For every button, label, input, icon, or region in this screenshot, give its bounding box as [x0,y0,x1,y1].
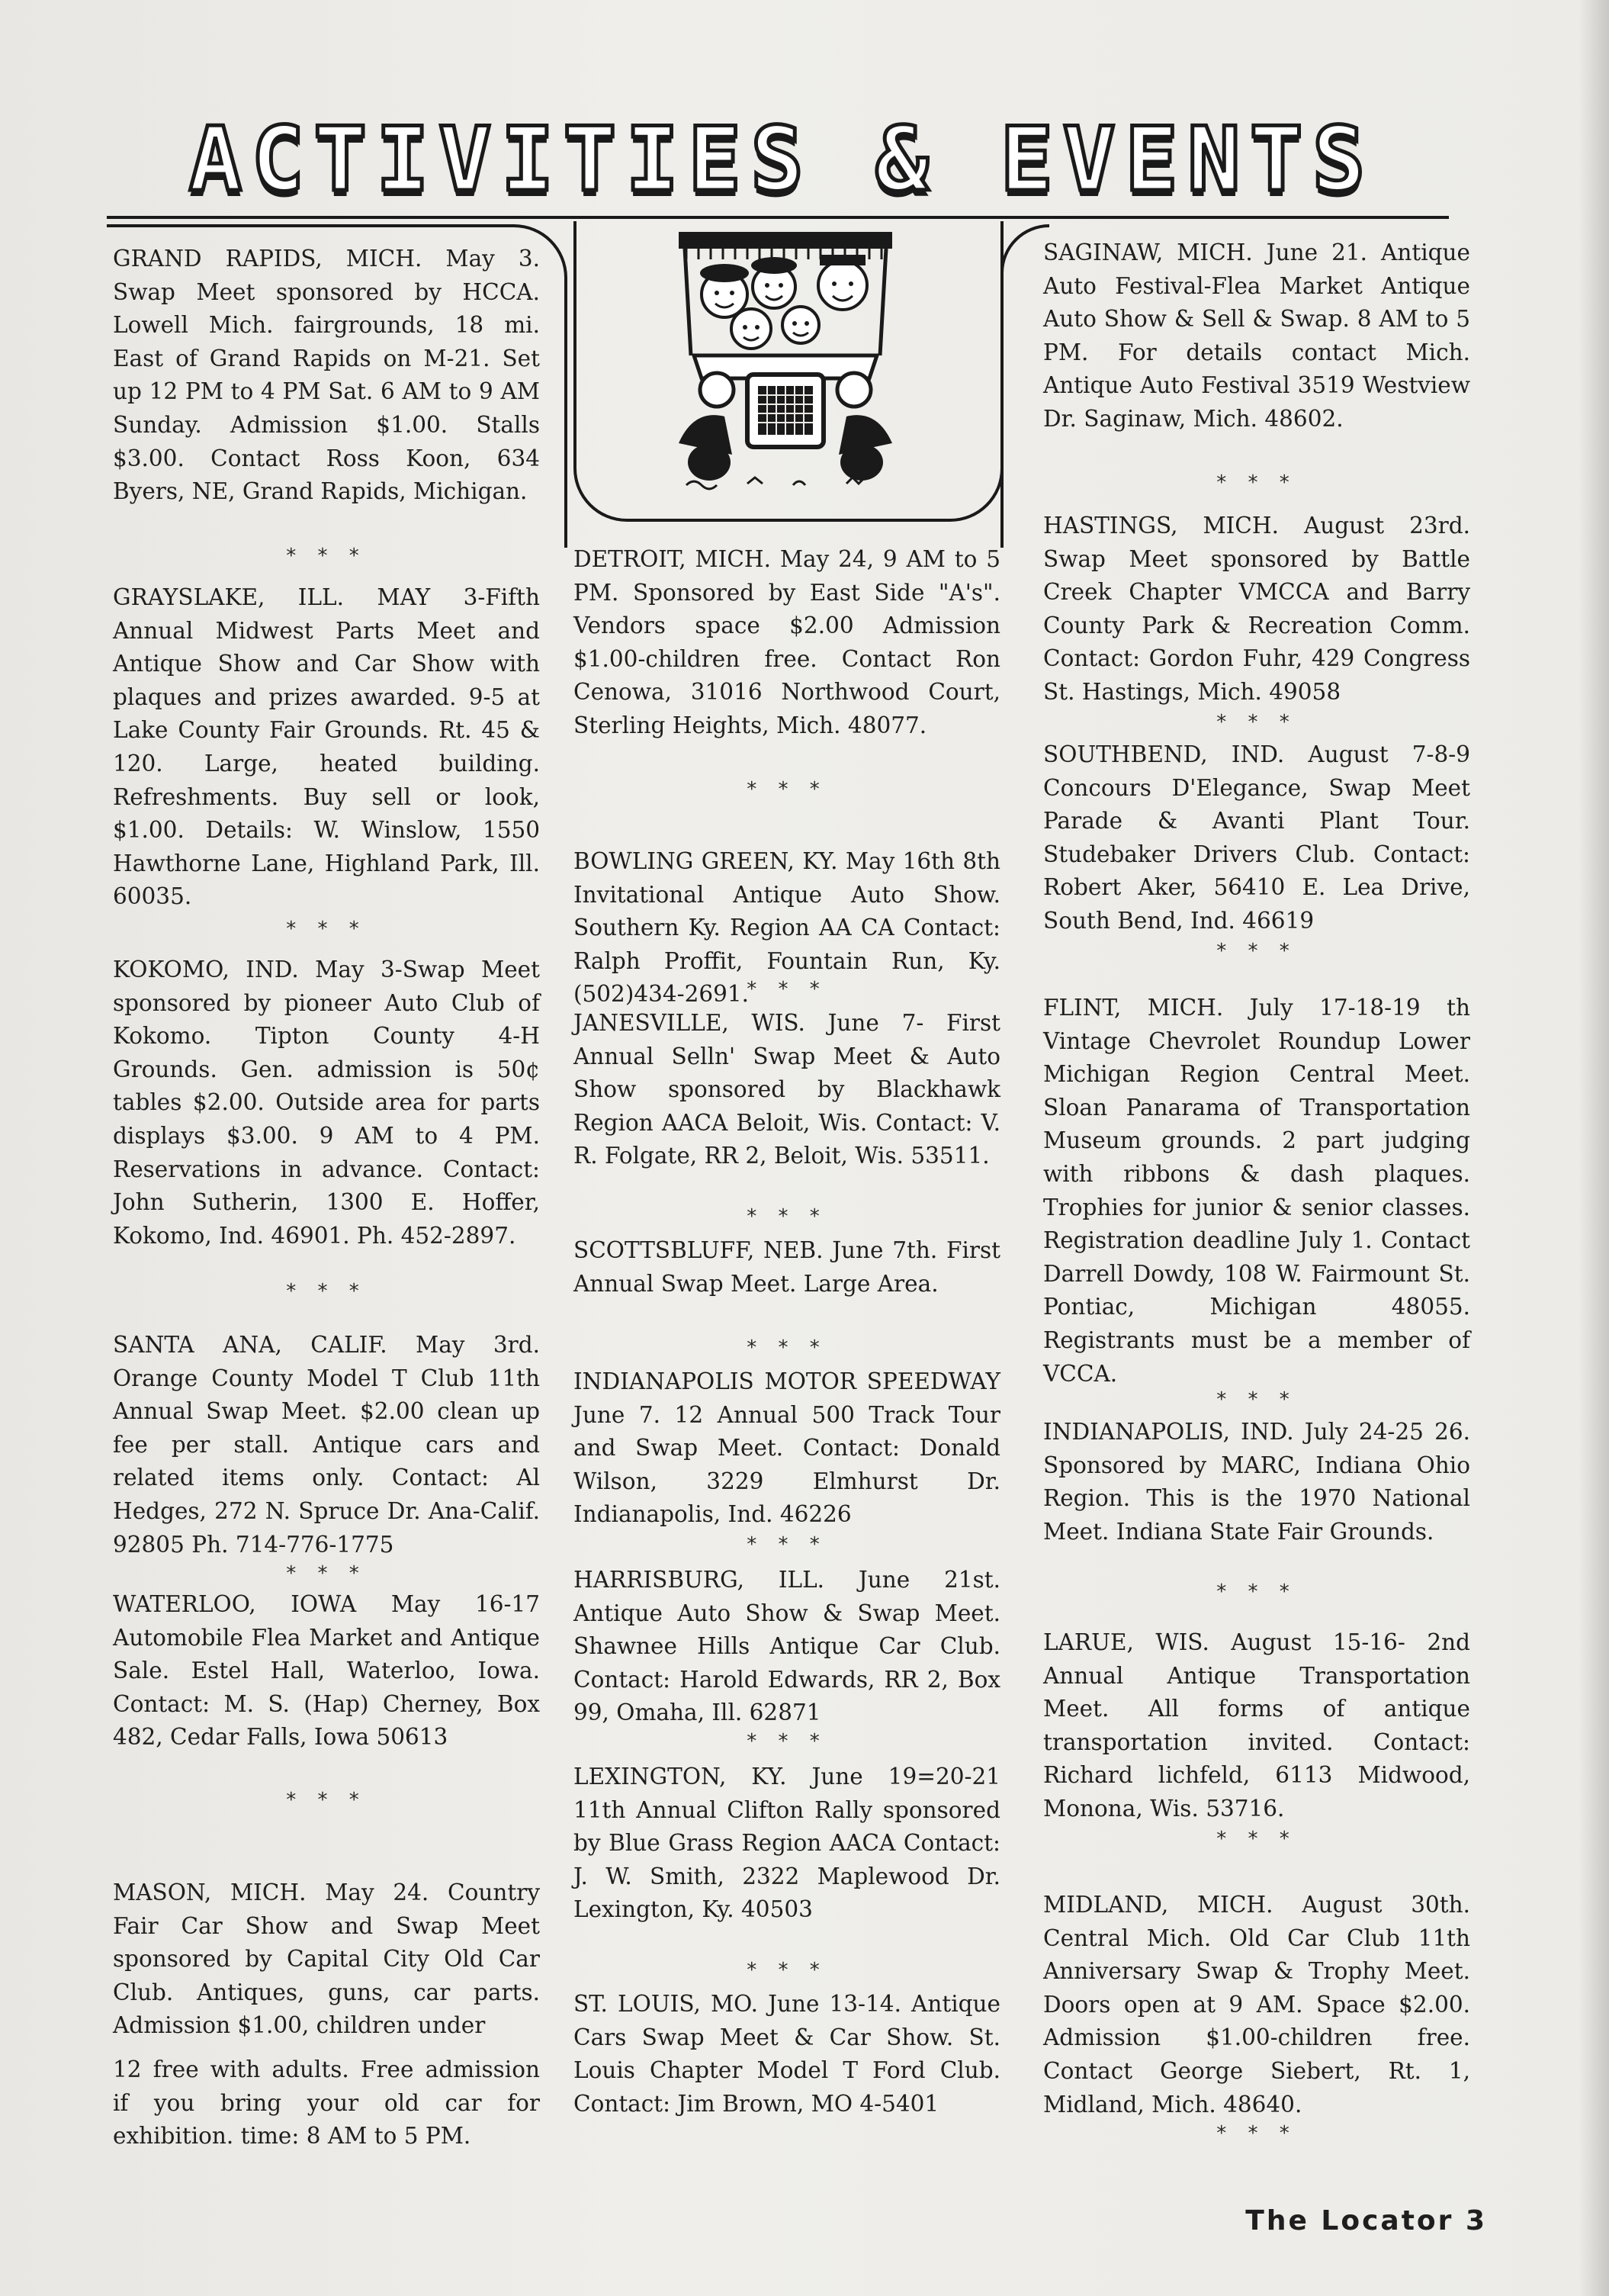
event-indianapolis-national: INDIANAPOLIS, IND. July 24-25 26. Sponsored by MARC, Indiana Ohio Region. This is the 1970 National Meet. Indiana State Fair Grounds. [1043,1419,1470,1545]
separator: * * * [747,978,827,1001]
separator: * * * [1216,711,1297,734]
separator: * * * [747,778,827,801]
separator: * * * [286,545,367,568]
separator: * * * [747,1533,827,1556]
event-mason: MASON, MICH. May 24. Country Fair Car Show and Swap Meet sponsored by Capital City Old Car Club. Antiques, guns, car parts. Admission $1.00, children under [113,1880,540,2039]
page-title: ACTIVITIES & EVENTS [188,108,1375,211]
separator: * * * [1216,1388,1297,1411]
event-mason-continued: 12 free with adults. Free admission if you bring your old car for exhibition. time: 8 AM to 5 PM. [113,2056,540,2150]
separator: * * * [286,1562,367,1585]
title-rule [107,216,1449,219]
separator: * * * [1216,2122,1297,2145]
page-edge-shadow [1578,0,1609,2296]
event-lexington: LEXINGTON, KY. June 19=20-21 11th Annual Clifton Rally sponsored by Blue Grass Region AACA Contact: J. W. Smith, 2322 Maplewood Dr. Lexington, Ky. 40503 [573,1764,1000,1923]
event-bowling-green: BOWLING GREEN, KY. May 16th 8th Invitational Antique Auto Show. Southern Ky. Region AA CA Contact: Ralph Proffit, Fountain Run, Ky. (502)434-2691. [573,848,1000,1008]
event-scottsbluff: SCOTTSBLUFF, NEB. June 7th. First Annual Swap Meet. Large Area. [573,1237,1000,1297]
separator: * * * [747,1336,827,1359]
separator: * * * [286,1789,367,1812]
event-st-louis: ST. LOUIS, MO. June 13-14. Antique Cars Swap Meet & Car Show. St. Louis Chapter Model T Ford Club. Contact: Jim Brown, MO 4-5401 [573,1991,1000,2117]
separator: * * * [286,918,367,941]
event-saginaw: SAGINAW, MICH. June 21. Antique Auto Festival-Flea Market Antique Auto Show & Sell & Swap. 8 AM to 5 PM. For details contact Mich. Antique Auto Festival 3519 Westview Dr. Saginaw, Mich. 48602. [1043,240,1470,432]
event-harrisburg: HARRISBURG, ILL. June 21st. Antique Auto Show & Swap Meet. Shawnee Hills Antique Car Club. Contact: Harold Edwards, RR 2, Box 99, Omaha, Ill. 62871 [573,1567,1000,1726]
event-larue: LARUE, WIS. August 15-16- 2nd Annual Antique Transportation Meet. All forms of antique transportation invited. Contact: Richard lichfeld, 6113 Midwood, Monona, Wis. 53716. [1043,1629,1470,1822]
separator: * * * [747,1959,827,1982]
separator: * * * [1216,1828,1297,1851]
event-grayslake: GRAYSLAKE, ILL. MAY 3-Fifth Annual Midwest Parts Meet and Antique Show and Car Show with plaques and prizes awarded. 9-5 at Lake County Fair Grounds. Rt. 45 & 120. Large, heated building. Refreshments. Buy sell or look, $1.00. Details: W. Winslow, 1550 Hawthorne Lane, Highland Park, Ill. 60035. [113,584,540,910]
right-frame-border [1000,224,1049,548]
event-hastings: HASTINGS, MICH. August 23rd. Swap Meet sponsored by Battle Creek Chapter VMCCA and Barry County Park & Recreation Comm. Contact: Gordon Fuhr, 429 Congress St. Hastings, Mich. 49058 [1043,513,1470,705]
event-detroit: DETROIT, MICH. May 24, 9 AM to 5 PM. Sponsored by East Side "A's". Vendors space $2.00 Admission $1.00-children free. Contact Ron Cenowa, 31016 Northwood Court, Sterling Heights, Mich. 48077. [573,546,1000,738]
event-waterloo: WATERLOO, IOWA May 16-17 Automobile Flea Market and Antique Sale. Estel Hall, Waterloo, Iowa. Contact: M. S. (Hap) Cherney, Box 482, Cedar Falls, Iowa 50613 [113,1591,540,1751]
event-santa-ana: SANTA ANA, CALIF. May 3rd. Orange County Model T Club 11th Annual Swap Meet. $2.00 clean up fee per stall. Antique cars and related items only. Contact: Al Hedges, 272 N. Spruce Dr. Ana-Calif. 92805 Ph. 714-776-1775 [113,1332,540,1558]
separator: * * * [1216,940,1297,963]
event-indianapolis-speedway: INDIANAPOLIS MOTOR SPEEDWAY June 7. 12 Annual 500 Track Tour and Swap Meet. Contact: Donald Wilson, 3229 Elmhurst Dr. Indianapolis, Ind. 46226 [573,1368,1000,1528]
page-footer: The Locator 3 [1245,2205,1487,2237]
event-janesville: JANESVILLE, WIS. June 7- First Annual Selln' Swap Meet & Auto Show sponsored by Blackhawk Region AACA Beloit, Wis. Contact: V. R. Folgate, RR 2, Beloit, Wis. 53511. [573,1010,1000,1169]
separator: * * * [286,1280,367,1303]
separator: * * * [747,1205,827,1228]
antique-car-family-icon [663,226,907,493]
separator: * * * [747,1730,827,1753]
event-kokomo: KOKOMO, IND. May 3-Swap Meet sponsored by pioneer Auto Club of Kokomo. Tipton County 4-H Grounds. Gen. admission is 50¢ tables $2.00. Outside area for parts displays $3.00. 9 AM to 4 PM. Reservations in advance. Contact: John Sutherin, 1300 E. Hoffer, Kokomo, Ind. 46901. Ph. 452-2897. [113,957,540,1249]
event-midland: MIDLAND, MICH. August 30th. Central Mich. Old Car Club 11th Anniversary Swap & Trophy Meet. Doors open at 9 AM. Space $2.00. Admission $1.00-children free. Contact George Siebert, Rt. 1, Midland, Mich. 48640. [1043,1892,1470,2118]
event-grand-rapids: GRAND RAPIDS, MICH. May 3. Swap Meet sponsored by HCCA. Lowell Mich. fairgrounds, 18 mi. East of Grand Rapids on M-21. Set up 12 PM to 4 PM Sat. 6 AM to 9 AM Sunday. Admission $1.00. Stalls $3.00. Contact Ross Koon, 634 Byers, NE, Grand Rapids, Michigan. [113,246,540,505]
separator: * * * [1216,1581,1297,1603]
event-southbend: SOUTHBEND, IND. August 7-8-9 Concours D'Elegance, Swap Meet Parade & Avanti Plant Tour. Studebaker Drivers Club. Contact: Robert Aker, 56410 E. Lea Drive, South Bend, Ind. 46619 [1043,741,1470,934]
separator: * * * [1216,471,1297,494]
event-flint: FLINT, MICH. July 17-18-19 th Vintage Chevrolet Roundup Lower Michigan Region Central Meet. Sloan Panarama of Transportation Museum grounds. 2 part judging with ribbons & dash plaques. Trophies for junior & senior classes. Registration deadline July 1. Contact Darrell Dowdy, 108 W. Fairmount St. Pontiac, Michigan 48055. Registrants must be a member of VCCA. [1043,995,1470,1387]
